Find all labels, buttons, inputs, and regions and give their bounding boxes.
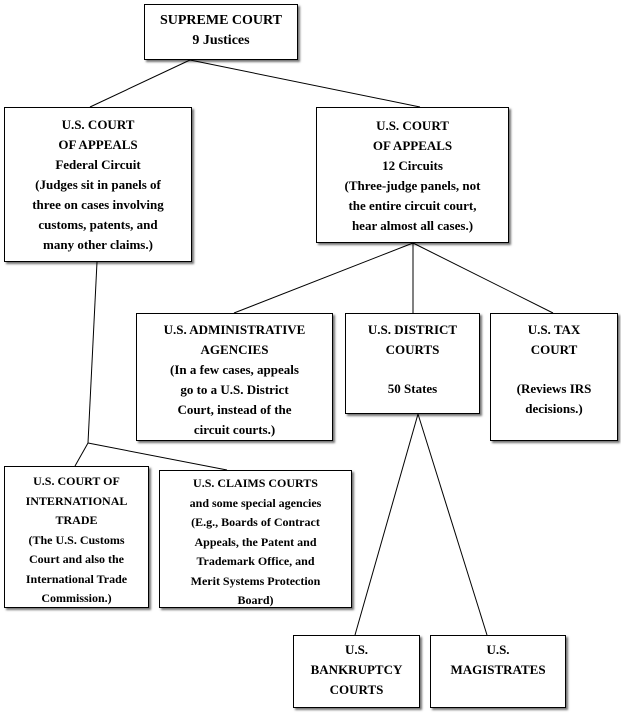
supreme-court-title: SUPREME COURT	[159, 13, 282, 28]
bankruptcy-line-1: U.S.	[344, 642, 369, 657]
federal-circuit-box	[4, 107, 192, 262]
international-trade-box	[4, 466, 149, 608]
admin-line-2: AGENCIES	[200, 342, 269, 357]
admin-line-4: go to a U.S. District	[180, 382, 289, 397]
circuits-line-2: OF APPEALS	[372, 138, 453, 153]
claims-courts-box	[159, 470, 352, 608]
supreme-court-justices: 9 Justices	[192, 33, 250, 48]
federal-line-6: customs, patents, and	[38, 217, 158, 232]
intl-line-1: U.S. COURT OF	[33, 474, 120, 488]
district-line-2: COURTS	[385, 342, 440, 357]
admin-line-6: circuit courts.)	[193, 422, 276, 437]
claims-line-1: U.S. CLAIMS COURTS	[193, 476, 318, 490]
tax-court-box	[490, 313, 618, 441]
claims-line-2: and some special agencies	[189, 495, 322, 510]
circuits-line-1: U.S. COURT	[376, 118, 449, 133]
federal-line-4: (Judges sit in panels of	[35, 177, 161, 192]
connector-junction-intl	[75, 443, 88, 466]
circuits-line-4: (Three-judge panels, not	[344, 178, 481, 193]
bankruptcy-line-2: BANKRUPTCY	[310, 662, 403, 677]
tax-line-5: decisions.)	[525, 401, 583, 416]
district-line-4: 50 States	[387, 381, 438, 396]
intl-line-3: TRADE	[55, 513, 98, 527]
connector-supreme-federal	[90, 60, 190, 107]
intl-line-4: (The U.S. Customs	[28, 532, 125, 547]
claims-line-4: Appeals, the Patent and	[194, 534, 317, 549]
connector-supreme-circuits	[190, 60, 420, 107]
admin-line-3: (In a few cases, appeals	[170, 362, 299, 377]
federal-line-3: Federal Circuit	[55, 157, 141, 172]
connector-circuits-admin	[234, 243, 413, 313]
magistrates-box	[430, 635, 566, 708]
claims-line-7: Board)	[237, 593, 274, 607]
circuits-line-3: 12 Circuits	[382, 158, 443, 173]
intl-line-5: Court and also the	[28, 552, 124, 566]
district-courts-box	[345, 313, 480, 414]
district-spacer	[346, 360, 479, 379]
twelve-circuits-box	[316, 107, 509, 243]
federal-line-7: many other claims.)	[43, 237, 153, 252]
claims-line-3: (E.g., Boards of Contract	[191, 515, 320, 529]
magistrates-line-2: MAGISTRATES	[450, 662, 546, 677]
admin-line-5: Court, instead of the	[177, 402, 292, 417]
bankruptcy-courts-box	[293, 635, 420, 708]
supreme-court-box	[144, 4, 298, 60]
tax-line-2: COURT	[530, 342, 578, 357]
intl-line-7: Commission.)	[41, 591, 112, 605]
federal-line-5: three on cases involving	[32, 197, 164, 212]
administrative-agencies-box	[136, 313, 333, 441]
federal-line-2: OF APPEALS	[58, 137, 138, 152]
circuits-line-5: the entire circuit court,	[348, 198, 477, 213]
district-line-1: U.S. DISTRICT	[367, 322, 458, 337]
claims-line-5: Trademark Office, and	[196, 554, 315, 568]
bankruptcy-line-3: COURTS	[329, 682, 384, 697]
connector-federal-junction	[88, 262, 97, 443]
claims-line-6: Merit Systems Protection	[190, 573, 321, 588]
connector-district-bankruptcy	[355, 414, 418, 635]
tax-line-4: (Reviews IRS	[516, 381, 592, 396]
tax-spacer	[491, 360, 617, 379]
federal-line-1: U.S. COURT	[61, 117, 135, 132]
connector-circuits-tax	[413, 243, 553, 313]
intl-line-6: International Trade	[25, 571, 128, 586]
magistrates-line-1: U.S.	[486, 642, 510, 657]
circuits-line-6: hear almost all cases.)	[351, 218, 474, 233]
tax-line-1: U.S. TAX	[527, 322, 581, 337]
connector-district-magistrates	[418, 414, 487, 635]
admin-line-1: U.S. ADMINISTRATIVE	[163, 322, 306, 337]
intl-line-2: INTERNATIONAL	[25, 493, 128, 508]
